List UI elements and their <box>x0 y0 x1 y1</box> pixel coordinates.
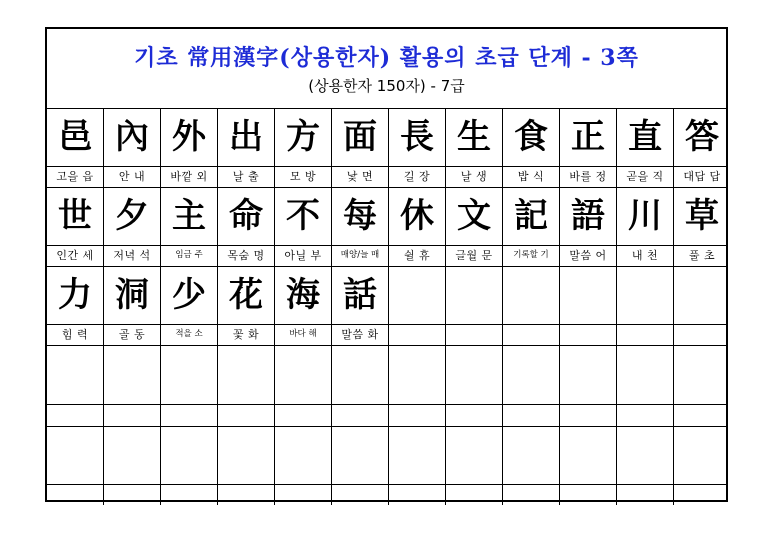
practice-cell <box>104 346 161 404</box>
meaning-cell <box>161 246 218 266</box>
hanja-char: 洞 <box>115 275 149 315</box>
meaning-label: 말씀 화 <box>341 328 379 341</box>
meaning-label: 날 생 <box>460 170 488 183</box>
practice-meaning-row <box>47 404 726 427</box>
meaning-label: 기록할 기 <box>513 250 549 260</box>
meaning-label: 힘 력 <box>61 328 89 341</box>
practice-meaning-cell <box>617 485 674 505</box>
hanja-cell <box>275 188 332 245</box>
hanja-char: 邑 <box>58 117 92 157</box>
hanja-cell <box>617 188 674 245</box>
practice-cell <box>560 346 617 404</box>
hanja-cell <box>47 267 104 324</box>
meaning-label: 꽃 화 <box>232 328 260 341</box>
hanja-char: 出 <box>229 117 263 157</box>
hanja-char: 花 <box>229 275 263 315</box>
practice-cell <box>218 346 275 404</box>
practice-cell <box>674 346 730 404</box>
practice-meaning-cell <box>674 405 730 426</box>
practice-cell <box>503 346 560 404</box>
practice-meaning-cell <box>446 405 503 426</box>
hanja-cell <box>389 188 446 245</box>
meaning-label: 모 방 <box>289 170 317 183</box>
practice-meaning-cell <box>560 485 617 505</box>
meaning-cell <box>674 167 730 187</box>
practice-meaning-cell <box>275 405 332 426</box>
meaning-cell <box>560 246 617 266</box>
meaning-cell <box>275 167 332 187</box>
practice-cell <box>161 427 218 484</box>
practice-row <box>47 427 726 484</box>
hanja-char: 命 <box>229 196 263 236</box>
meaning-cell <box>503 325 560 345</box>
meaning-label: 인간 세 <box>56 249 94 262</box>
practice-meaning-cell <box>275 485 332 505</box>
hanja-cell <box>674 188 730 245</box>
meaning-row <box>47 245 726 267</box>
hanja-row <box>47 188 726 245</box>
meaning-cell <box>218 167 275 187</box>
practice-cell <box>446 427 503 484</box>
hanja-row <box>47 267 726 324</box>
hanja-cell <box>332 188 389 245</box>
hanja-cell <box>47 109 104 166</box>
meaning-label: 대답 답 <box>683 170 721 183</box>
meaning-cell <box>674 246 730 266</box>
meaning-label: 적을 소 <box>175 329 203 339</box>
hanja-char: 長 <box>400 117 434 157</box>
hanja-cell <box>104 188 161 245</box>
practice-cell <box>218 427 275 484</box>
worksheet-subtitle: (상용한자 150자) - 7급 <box>308 77 465 95</box>
meaning-cell <box>617 325 674 345</box>
meaning-cell <box>104 167 161 187</box>
hanja-cell <box>161 267 218 324</box>
practice-cell <box>617 427 674 484</box>
practice-meaning-cell <box>332 405 389 426</box>
practice-cell <box>674 427 730 484</box>
hanja-cell <box>104 109 161 166</box>
practice-meaning-cell <box>560 405 617 426</box>
meaning-cell <box>446 325 503 345</box>
hanja-cell <box>218 109 275 166</box>
hanja-cell <box>617 267 674 324</box>
hanja-char: 話 <box>343 275 377 315</box>
practice-cell <box>446 346 503 404</box>
meaning-label: 내 천 <box>631 249 659 262</box>
meaning-cell <box>47 246 104 266</box>
hanja-cell <box>275 109 332 166</box>
practice-meaning-cell <box>104 485 161 505</box>
practice-meaning-cell <box>161 405 218 426</box>
hanja-grid <box>47 109 726 505</box>
hanja-cell <box>47 188 104 245</box>
hanja-cell <box>218 267 275 324</box>
practice-meaning-cell <box>389 405 446 426</box>
meaning-cell <box>503 167 560 187</box>
practice-cell <box>332 427 389 484</box>
meaning-cell <box>674 325 730 345</box>
hanja-char: 生 <box>457 117 491 157</box>
hanja-char: 主 <box>172 196 206 236</box>
meaning-label: 바다 해 <box>289 329 317 339</box>
meaning-cell <box>332 325 389 345</box>
meaning-label: 목숨 명 <box>227 249 265 262</box>
hanja-char: 休 <box>400 196 434 236</box>
practice-cell <box>560 427 617 484</box>
hanja-char: 內 <box>115 117 149 157</box>
hanja-cell <box>161 109 218 166</box>
hanja-cell <box>560 188 617 245</box>
hanja-char: 世 <box>58 196 92 236</box>
meaning-row <box>47 166 726 188</box>
practice-cell <box>104 427 161 484</box>
hanja-cell <box>275 267 332 324</box>
meaning-label: 쉴 휴 <box>403 249 431 262</box>
meaning-cell <box>617 246 674 266</box>
meaning-cell <box>275 246 332 266</box>
worksheet-title: 기초 常用漢字(상용한자) 활용의 초급 단계 - 3쪽 <box>134 45 639 71</box>
meaning-label: 날 출 <box>232 170 260 183</box>
worksheet-header <box>47 29 726 109</box>
meaning-label: 말씀 어 <box>569 249 607 262</box>
meaning-cell <box>218 325 275 345</box>
hanja-char: 文 <box>457 196 491 236</box>
meaning-cell <box>560 167 617 187</box>
meaning-label: 바깥 외 <box>170 170 208 183</box>
hanja-char: 夕 <box>115 196 149 236</box>
practice-cell <box>47 346 104 404</box>
meaning-label: 길 장 <box>403 170 431 183</box>
hanja-char: 不 <box>286 196 320 236</box>
hanja-cell <box>503 188 560 245</box>
hanja-cell <box>332 267 389 324</box>
practice-meaning-cell <box>161 485 218 505</box>
hanja-char: 語 <box>571 196 605 236</box>
hanja-cell <box>332 109 389 166</box>
practice-meaning-cell <box>218 485 275 505</box>
hanja-cell <box>446 188 503 245</box>
hanja-cell <box>617 109 674 166</box>
meaning-cell <box>161 325 218 345</box>
practice-cell <box>161 346 218 404</box>
practice-meaning-cell <box>503 405 560 426</box>
meaning-label: 고을 읍 <box>56 170 94 183</box>
meaning-label: 바를 정 <box>569 170 607 183</box>
practice-meaning-cell <box>617 405 674 426</box>
hanja-cell <box>389 267 446 324</box>
meaning-cell <box>332 167 389 187</box>
hanja-cell <box>104 267 161 324</box>
meaning-label: 글월 문 <box>455 249 493 262</box>
practice-meaning-cell <box>446 485 503 505</box>
practice-cell <box>617 346 674 404</box>
meaning-cell <box>275 325 332 345</box>
hanja-cell <box>161 188 218 245</box>
hanja-cell <box>218 188 275 245</box>
hanja-cell <box>389 109 446 166</box>
meaning-cell <box>104 246 161 266</box>
meaning-label: 아닐 부 <box>284 249 322 262</box>
hanja-char: 食 <box>514 117 548 157</box>
hanja-cell <box>560 109 617 166</box>
hanja-cell <box>560 267 617 324</box>
hanja-char: 直 <box>628 117 662 157</box>
hanja-cell <box>674 267 730 324</box>
practice-cell <box>47 427 104 484</box>
practice-meaning-cell <box>674 485 730 505</box>
practice-meaning-cell <box>47 405 104 426</box>
practice-cell <box>275 346 332 404</box>
hanja-row <box>47 109 726 166</box>
practice-meaning-cell <box>389 485 446 505</box>
meaning-cell <box>47 167 104 187</box>
hanja-cell <box>674 109 730 166</box>
practice-meaning-cell <box>47 485 104 505</box>
meaning-cell <box>446 246 503 266</box>
practice-cell <box>332 346 389 404</box>
meaning-cell <box>47 325 104 345</box>
meaning-cell <box>617 167 674 187</box>
practice-meaning-cell <box>104 405 161 426</box>
practice-cell <box>389 346 446 404</box>
hanja-cell <box>503 267 560 324</box>
meaning-label: 낯 면 <box>346 170 374 183</box>
hanja-char: 少 <box>172 275 206 315</box>
meaning-label: 곧을 직 <box>626 170 664 183</box>
worksheet <box>45 27 728 502</box>
meaning-cell <box>161 167 218 187</box>
practice-row <box>47 346 726 404</box>
hanja-char: 川 <box>628 196 662 236</box>
meaning-label: 저녁 석 <box>113 249 151 262</box>
practice-cell <box>275 427 332 484</box>
hanja-char: 答 <box>685 117 719 157</box>
meaning-cell <box>389 246 446 266</box>
practice-meaning-cell <box>503 485 560 505</box>
meaning-cell <box>446 167 503 187</box>
hanja-cell <box>503 109 560 166</box>
hanja-char: 海 <box>286 275 320 315</box>
meaning-label: 밥 식 <box>517 170 545 183</box>
meaning-label: 풀 초 <box>688 249 716 262</box>
practice-cell <box>389 427 446 484</box>
meaning-label: 임금 주 <box>175 250 203 260</box>
meaning-label: 골 동 <box>118 328 146 341</box>
meaning-cell <box>218 246 275 266</box>
hanja-char: 正 <box>571 117 605 157</box>
meaning-label: 매양/늘 매 <box>340 250 380 260</box>
hanja-cell <box>446 267 503 324</box>
hanja-cell <box>446 109 503 166</box>
hanja-char: 面 <box>343 117 377 157</box>
hanja-char: 每 <box>343 196 377 236</box>
practice-cell <box>503 427 560 484</box>
meaning-cell <box>560 325 617 345</box>
practice-meaning-cell <box>218 405 275 426</box>
hanja-char: 記 <box>514 196 548 236</box>
meaning-label: 안 내 <box>118 170 146 183</box>
hanja-char: 力 <box>58 275 92 315</box>
practice-meaning-row <box>47 484 726 505</box>
meaning-cell <box>389 167 446 187</box>
practice-meaning-cell <box>332 485 389 505</box>
meaning-cell <box>332 246 389 266</box>
meaning-cell <box>104 325 161 345</box>
meaning-row <box>47 324 726 346</box>
hanja-char: 方 <box>286 117 320 157</box>
hanja-char: 草 <box>685 196 719 236</box>
meaning-cell <box>503 246 560 266</box>
hanja-char: 外 <box>172 117 206 157</box>
meaning-cell <box>389 325 446 345</box>
